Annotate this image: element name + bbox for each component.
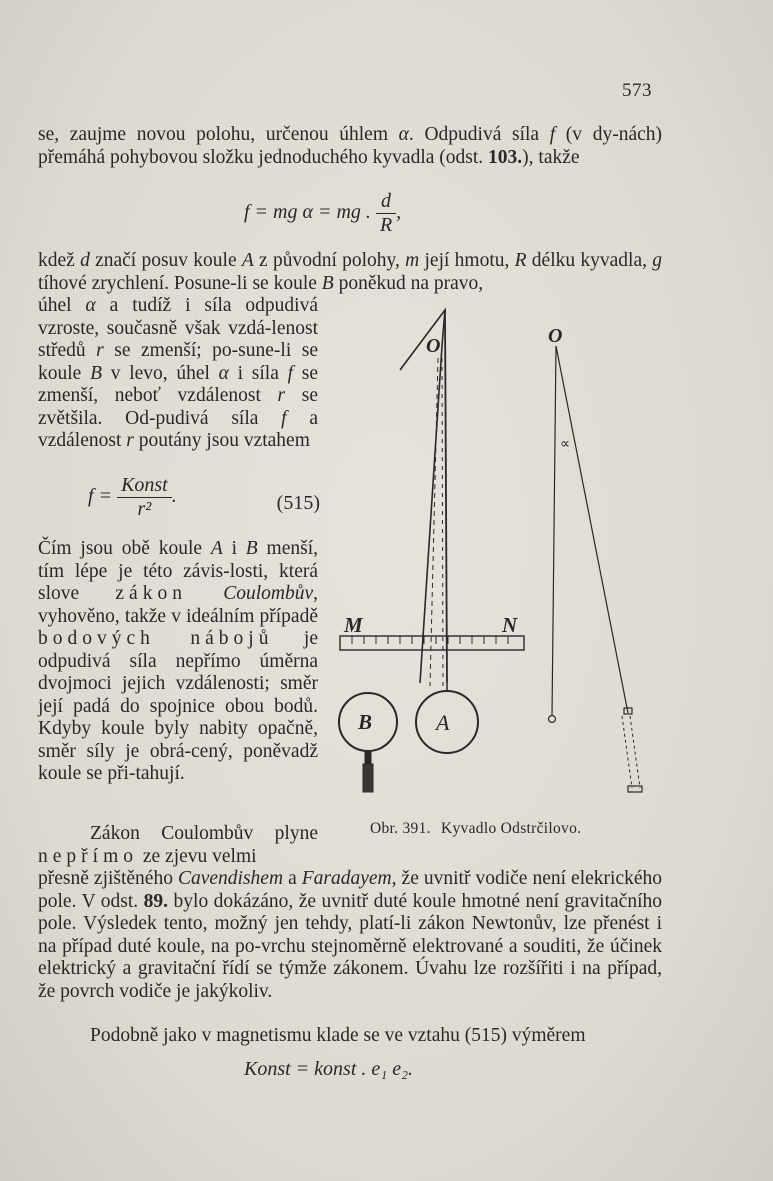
paragraph-7: Podobně jako v magnetismu klade se ve vztahu (515) výměrem xyxy=(90,1025,586,1046)
ball-b-handle xyxy=(363,764,373,792)
right-dashed-1 xyxy=(622,716,632,788)
paragraph-2: kdež d značí posuv koule A z původní polohy, m její hmotu, R délku kyvadla, g tíhové zrychlení. Posune-li se koule B poněkud na pravo, xyxy=(38,250,662,294)
formula-1: f = mg α = mg . $\frac{d}{R}$ , xyxy=(244,190,402,236)
formula-515: f = $\frac{\text{Konst}}{\text{r²}}$ . (515) xyxy=(88,474,320,520)
right-vertical xyxy=(552,346,556,716)
right-dashed-2 xyxy=(630,716,640,788)
paragraph-6: přesně zjištěného Cavendishem a Faradayem, že uvnitř vodiče není elekrického pole. V odst. 89. bylo dokázáno, že uvnitř duté koule hmotné není gravitačního pole. Výsledek tento, možný jen tehdy, platí-li zákon Newtonův, lze přenést i na případ duté koule, na po-vrchu stejnoměrně elektrované a souditi, že účinek elektrický a gravitační řídí se týmže zákonem. Úvahu lze rozšířiti i na případ, že povrch vodiče je jakýkoliv. xyxy=(38,868,663,1002)
label-b: B xyxy=(358,710,373,734)
label-o-right: O xyxy=(548,325,563,347)
figure-pendulum xyxy=(330,298,660,798)
caption-text: Kyvadlo Odstrčilovo. xyxy=(441,820,582,837)
page-number: 573 xyxy=(622,80,652,101)
equation-number: (515) xyxy=(276,492,320,514)
label-o-left: O xyxy=(426,335,441,357)
label-n: N xyxy=(502,613,518,637)
paragraph-4: Čím jsou obě koule A i B menší, tím lépe je této závis-losti, která slove zákon Coulombův, vyhověno, takže v ideálním případě bodových nábojů je odpudivá síla nepřímo úměrna dvojmoci jejich vzdálenosti; směr její padá do spojnice obou bodů. Kdyby koule byly nabity opačně, směr síly je obrá-cený, poněvadž koule se při-tahují. xyxy=(38,538,318,784)
formula-3: Konst = konst . e₁ e₂. xyxy=(244,1058,414,1080)
scale-mn xyxy=(340,636,524,650)
label-alpha: ∝ xyxy=(560,437,571,452)
right-bob-bottom xyxy=(628,786,642,792)
left-pendulum-rod xyxy=(445,310,447,683)
right-deflected xyxy=(556,346,628,713)
ball-b xyxy=(339,693,397,792)
right-small-bob xyxy=(549,716,556,723)
scale-ticks xyxy=(352,636,508,644)
paragraph-3: úhel α a tudíž i síla odpudivá vzroste, současně však vzdá-lenost středů r se zmenší; po-sune-li se koule B v levo, úhel α i síla f se zmenší, neboť vzdálenost r se zvětšila. Od-pudivá síla f a vzdálenost r poutány jsou vztahem xyxy=(38,295,319,451)
left-pendulum xyxy=(400,310,447,686)
caption-number: Obr. 391. xyxy=(370,820,431,837)
paragraph-1: se, zaujme novou polohu, určenou úhlem α. Odpudivá síla f (v dy-nách) přemáhá pohybovou složku jednoduchého kyvadla (odst. 103.), takže xyxy=(38,124,662,168)
left-thread-dashed-2 xyxy=(442,358,443,686)
label-a: A xyxy=(436,710,450,735)
figure-caption xyxy=(370,820,581,838)
ball-b-stand xyxy=(365,751,371,765)
left-pendulum-arm xyxy=(400,310,445,683)
label-m: M xyxy=(344,613,363,637)
paragraph-5: Zákon Coulombův plyne nepřímo ze zjevu velmi xyxy=(38,823,318,867)
right-pendulum-diagram xyxy=(549,346,643,792)
